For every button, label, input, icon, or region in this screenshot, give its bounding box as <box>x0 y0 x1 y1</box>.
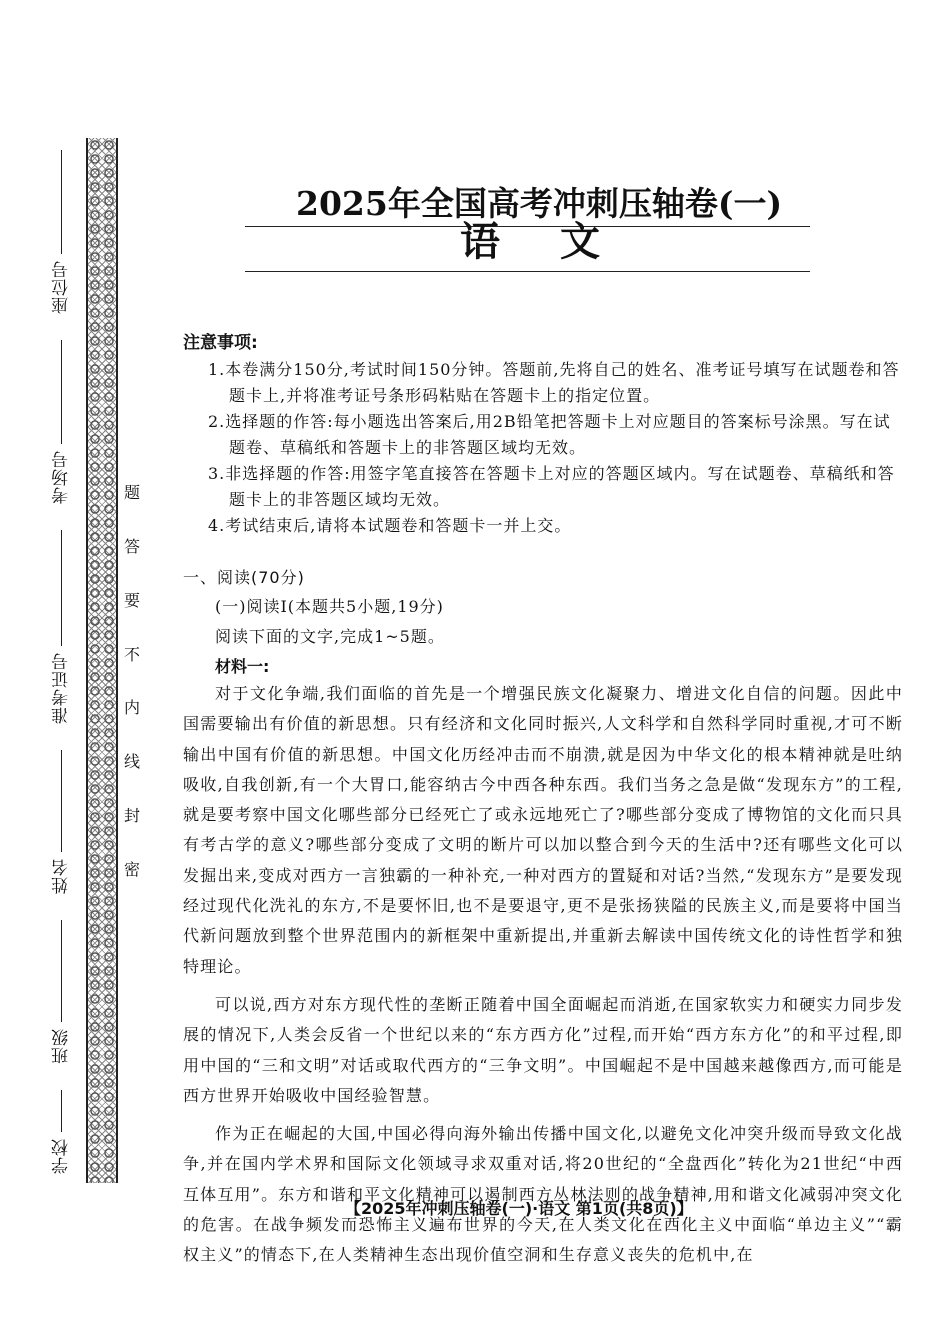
note-item: 1.本卷满分150分,考试时间150分钟。答题前,先将自己的姓名、准考证号填写在试题卷和答题卡上,并将准考证号条形码粘贴在答题卡上的指定位置。 <box>208 360 900 405</box>
seal-char: 要 <box>123 590 140 610</box>
note-item: 3.非选择题的作答:用签字笔直接答在答题卡上对应的答题区域内。写在试题卷、草稿纸和答题卡上的非答题区域均无效。 <box>208 464 895 509</box>
decorative-border-strip <box>86 138 118 1183</box>
name-field <box>44 750 78 900</box>
class-field <box>44 920 78 1070</box>
seat-number-field <box>44 150 78 320</box>
class-label: 班级 <box>51 1028 72 1064</box>
title-rule-bottom <box>245 271 810 272</box>
school-field <box>44 1090 78 1180</box>
name-label: 姓名 <box>51 858 72 894</box>
page-content <box>183 328 903 1271</box>
seal-char: 密 <box>123 859 140 879</box>
sub-section-heading: (一)阅读Ⅰ(本题共5小题,19分) <box>215 597 444 616</box>
seal-char: 不 <box>123 644 140 664</box>
seal-line-warning <box>122 480 142 880</box>
binding-fields <box>44 150 78 1180</box>
seat-number-label: 座位号 <box>51 260 72 314</box>
note-item: 2.选择题的作答:每小题选出答案后,用2B铅笔把答题卡上对应题目的答案标号涂黑。写在试题卷、草稿纸和答题卡上的非答题区域均无效。 <box>208 412 891 457</box>
seal-char: 线 <box>123 752 140 772</box>
admission-ticket-label: 准考证号 <box>51 652 72 724</box>
material-label: 材料一: <box>215 657 270 676</box>
page-footer: 【2025年冲刺压轴卷(一)·语文 第1页(共8页)】 <box>345 1199 693 1218</box>
passage-paragraph: 对于文化争端,我们面临的首先是一个增强民族文化凝聚力、增进文化自信的问题。因此中国需要输出有价值的新思想。只有经济和文化同时振兴,人文科学和自然科学同时重视,才可不断输出中国有价值的新思想。中国文化历经冲击而不崩溃,就是因为中华文化的根本精神就是吐纳吸收,自我创新,有一个大胃口,能容纳古今中西各种东西。我们当务之急是做“发现东方”的工程,就是要考察中国文化哪些部分已经死亡了或永远地死亡了?哪些部分变成了博物馆的文化而只具有考古学的意义?哪些部分变成了文明的断片可以加以整合到今天的生活中?还有哪些文化可以发掘出来,变成对西方一言独霸的一种补充,一种对西方的置疑和对话?当然,“发现东方”是要发现经过现代化洗礼的东方,不是要怀旧,也不是要退守,更不是张扬狭隘的民族主义,而是要将中国当代新问题放到整个世界范围内的新框架中重新提出,并重新去解读中国传统文化的诗性哲学和独特理论。 <box>183 684 903 976</box>
reading-instruction: 阅读下面的文字,完成1~5题。 <box>215 627 445 646</box>
seal-char: 题 <box>123 483 140 502</box>
subject-title: 语文 <box>460 218 660 265</box>
school-label: 学校 <box>51 1138 72 1174</box>
seal-char: 封 <box>123 806 140 826</box>
note-item: 4.考试结束后,请将本试题卷和答题卡一并上交。 <box>208 516 572 535</box>
section-heading: 一、阅读(70分) <box>183 568 305 587</box>
passage-paragraph: 可以说,西方对东方现代性的垄断正随着中国全面崛起而消逝,在国家软实力和硬实力同步发展的情况下,人类会反省一个世纪以来的“东方西方化”过程,而开始“西方东方化”的和平过程,即用中国的“三和文明”对话或取代西方的“三争文明”。中国崛起不是中国越来越像西方,而可能是西方世界开始吸收中国经验智慧。 <box>183 994 903 1105</box>
exam-room-field <box>44 340 78 510</box>
notes-heading: 注意事项: <box>183 333 258 353</box>
seal-char: 答 <box>123 536 140 556</box>
exam-title: 2025年全国高考冲刺压轴卷(一) <box>296 184 783 223</box>
admission-ticket-field <box>44 530 78 730</box>
passage-paragraph: 作为正在崛起的大国,中国必得向海外输出传播中国文化,以避免文化冲突升级而导致文化战争,并在国内学术界和国际文化领域寻求双重对话,将20世纪的“全盘西化”转化为21世纪“中西互体互用”。东方和谐和平文化精神可以遏制西方丛林法则的战争精神,用和谐文化减弱冲突文化的危害。在战争频发而恐怖主义遍布世界的今天,在人类文化在西化主义中面临“单边主义”“霸权主义”的情态下,在人类精神生态出现价值空洞和生存意义丧失的危机中,在 <box>183 1124 903 1265</box>
seal-char: 内 <box>123 698 140 718</box>
exam-room-label: 考场号 <box>51 450 72 504</box>
